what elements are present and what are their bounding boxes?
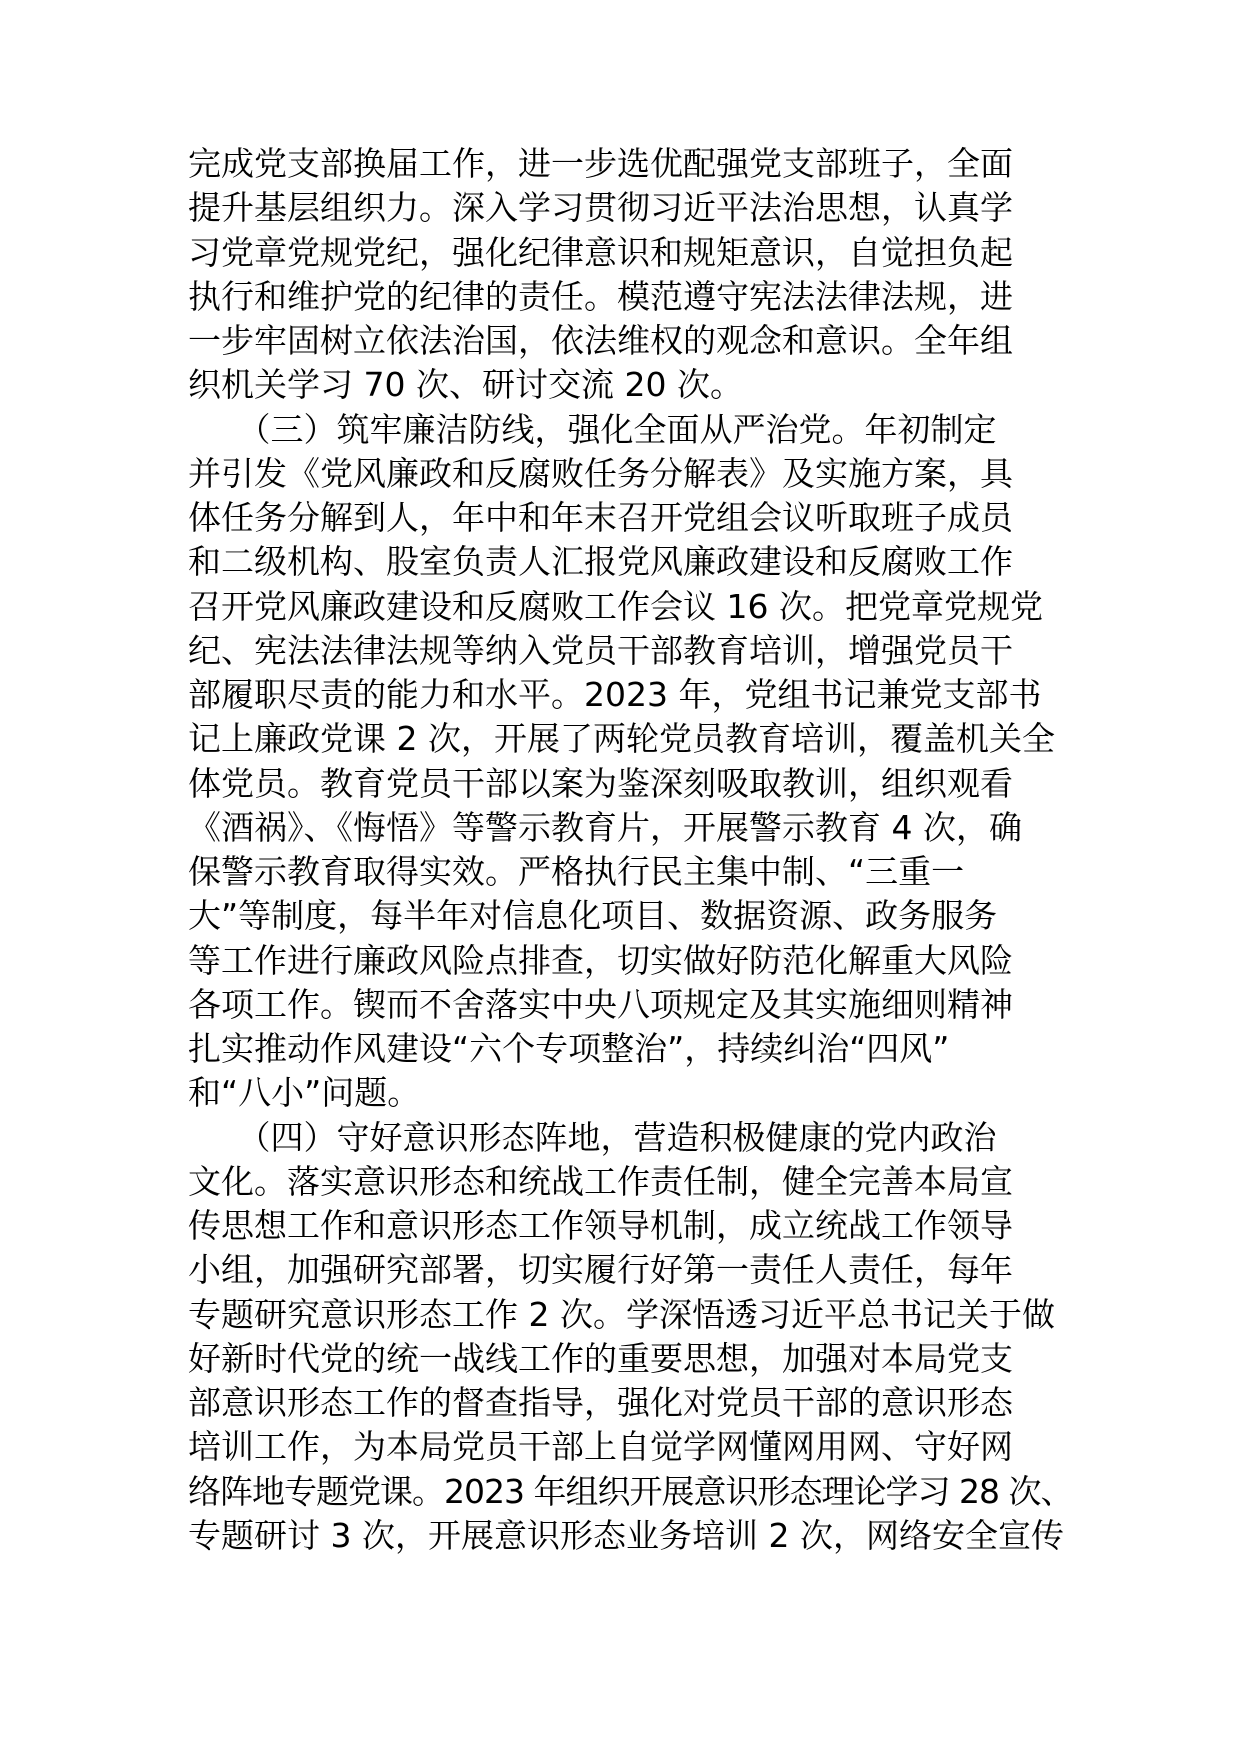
text-line: 文化。落实意识形态和统战工作责任制，健全完善本局宣 xyxy=(188,1161,1013,1201)
text-line: 络阵地专题党课。2023 年组织开展意识形态理论学习 28 次、 xyxy=(188,1471,1073,1511)
text-line: 专题研究意识形态工作 2 次。学深悟透习近平总书记关于做 xyxy=(188,1294,1055,1334)
text-line: 传思想工作和意识形态工作领导机制，成立统战工作领导 xyxy=(188,1206,1013,1245)
text-line: 一步牢固树立依法治国，依法维权的观念和意识。全年组 xyxy=(188,321,1013,360)
text-line: 专题研讨 3 次，开展意识形态业务培训 2 次，网络安全宣传 xyxy=(188,1515,1064,1555)
text-line: （四）守好意识形态阵地，营造积极健康的党内政治 xyxy=(188,1117,997,1157)
text-line: 提升基层组织力。深入学习贯彻习近平法治思想，认真学 xyxy=(188,188,1013,228)
text-line: 各项工作。锲而不舍落实中央八项规定及其实施细则精神 xyxy=(188,984,1013,1024)
text-line: 保警示教育取得实效。严格执行民主集中制、“三重一 xyxy=(188,852,965,891)
document-body xyxy=(188,142,1073,1558)
text-line: 并引发《党风廉政和反腐败任务分解表》及实施方案，具 xyxy=(188,453,1013,493)
text-line: 体党员。教育党员干部以案为鉴深刻吸取教训，组织观看 xyxy=(188,763,1013,803)
text-line: 记上廉政党课 2 次，开展了两轮党员教育培训，覆盖机关全 xyxy=(188,719,1055,759)
text-line: 完成党支部换届工作，进一步选优配强党支部班子，全面 xyxy=(188,144,1013,183)
text-line: 部意识形态工作的督查指导，强化对党员干部的意识形态 xyxy=(188,1383,1013,1422)
text-line: 等工作进行廉政风险点排查，切实做好防范化解重大风险 xyxy=(188,940,1013,980)
text-line: 部履职尽责的能力和水平。2023 年，党组书记兼党支部书 xyxy=(188,675,1042,714)
text-line: 和“八小”问题。 xyxy=(188,1073,421,1113)
text-line: 纪、宪法法律法规等纳入党员干部教育培训，增强党员干 xyxy=(188,630,1013,670)
text-line: 执行和维护党的纪律的责任。模范遵守宪法法律法规，进 xyxy=(188,276,1013,316)
text-line: 和二级机构、股室负责人汇报党风廉政建设和反腐败工作 xyxy=(188,542,1013,582)
text-line: （三）筑牢廉洁防线，强化全面从严治党。年初制定 xyxy=(188,409,997,449)
text-line: 织机关学习 70 次、研讨交流 20 次。 xyxy=(188,365,743,405)
text-line: 《酒祸》、《悔悟》等警示教育片，开展警示教育 4 次，确 xyxy=(188,807,1022,847)
text-line: 培训工作，为本局党员干部上自觉学网懂网用网、守好网 xyxy=(188,1427,1013,1467)
text-line: 好新时代党的统一战线工作的重要思想，加强对本局党支 xyxy=(188,1338,1013,1378)
text-line: 扎实推动作风建设“六个专项整治”，持续纠治“四风” xyxy=(188,1029,950,1068)
text-line: 小组，加强研究部署，切实履行好第一责任人责任，每年 xyxy=(188,1250,1013,1290)
text-line: 习党章党规党纪，强化纪律意识和规矩意识，自觉担负起 xyxy=(188,232,1013,272)
text-line: 召开党风廉政建设和反腐败工作会议 16 次。把党章党规党 xyxy=(188,586,1043,626)
text-line: 体任务分解到人，年中和年末召开党组会议听取班子成员 xyxy=(188,498,1013,537)
text-line: 大”等制度，每半年对信息化项目、数据资源、政务服务 xyxy=(188,896,998,936)
